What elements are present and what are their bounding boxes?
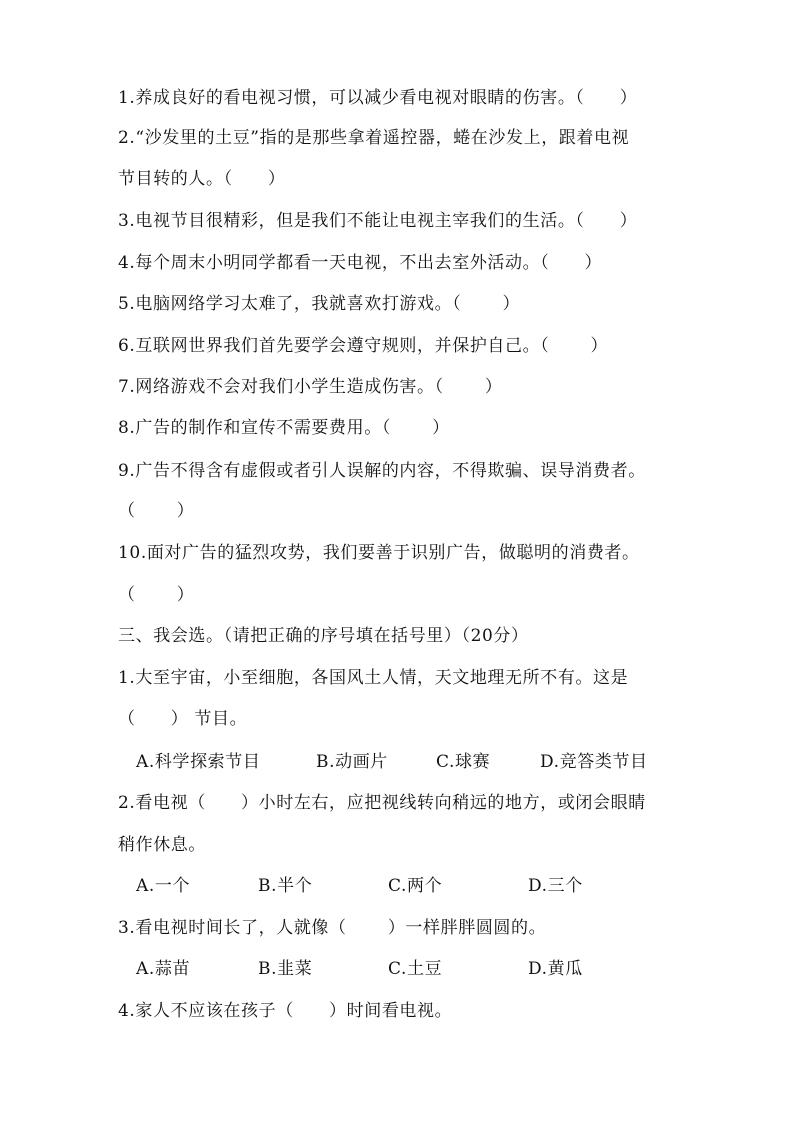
choice-q3-line1: 3.看电视时间长了，人就像（ ）一样胖胖圆圆的。 [118,918,547,938]
judge-item-2-line2: 节目转的人。（ ） [118,169,286,189]
section-heading: 三、我会选。（请把正确的序号填在括号里）（20分） [118,626,529,646]
choice-q1-line1: 1.大至宇宙，小至细胞，各国风土人情，天文地理无所不有。这是 [118,668,629,688]
choice-q4-line1: 4.家人不应该在孩子（ ）时间看电视。 [118,1001,453,1021]
choice-q3-option-a: A.蒜苗 [136,959,191,979]
judge-item-9-line1: 9.广告不得含有虚假或者引人误解的内容，不得欺骗、误导消费者。 [118,461,646,481]
judge-item-1: 1.养成良好的看电视习惯，可以减少看电视对眼睛的伤害。（ ） [118,88,638,108]
choice-q3-option-b: B.韭菜 [258,959,313,979]
choice-q1-line2: （ ） 节目。 [118,709,248,729]
judge-item-9-line2: （ ） [118,501,195,521]
choice-q1-option-b: B.动画片 [316,752,388,772]
choice-q2-option-b: B.半个 [258,876,313,896]
judge-item-10-line2: （ ） [118,585,195,605]
choice-q2-option-c: C.两个 [388,876,443,896]
judge-item-8: 8.广告的制作和宣传不需要费用。（ ） [118,418,450,438]
choice-q1-option-a: A.科学探索节目 [136,752,261,772]
choice-q2-option-a: A.一个 [136,876,191,896]
choice-q3-option-d: D.黄瓜 [528,959,583,979]
judge-item-6: 6.互联网世界我们首先要学会遵守规则，并保护自己。（ ） [118,336,609,356]
choice-q2-option-d: D.三个 [528,876,583,896]
choice-q2-line2: 稍作休息。 [118,835,206,855]
judge-item-10-line1: 10.面对广告的猛烈攻势，我们要善于识别广告，做聪明的消费者。 [118,543,640,563]
choice-q1-option-c: C.球赛 [436,752,491,772]
choice-q3-option-c: C.土豆 [388,959,443,979]
judge-item-3: 3.电视节目很精彩，但是我们不能让电视主宰我们的生活。（ ） [118,211,638,231]
judge-item-7: 7.网络游戏不会对我们小学生造成伤害。（ ） [118,377,503,397]
choice-q2-line1: 2.看电视（ ）小时左右，应把视线转向稍远的地方，或闭会眼睛 [118,793,646,813]
choice-q1-option-d: D.竞答类节目 [540,752,648,772]
judge-item-4: 4.每个周末小明同学都看一天电视，不出去室外活动。（ ） [118,253,603,273]
judge-item-2-line1: 2.“沙发里的土豆”指的是那些拿着遥控器，蜷在沙发上，跟着电视 [118,128,630,148]
judge-item-5: 5.电脑网络学习太难了，我就喜欢打游戏。（ ） [118,294,521,314]
